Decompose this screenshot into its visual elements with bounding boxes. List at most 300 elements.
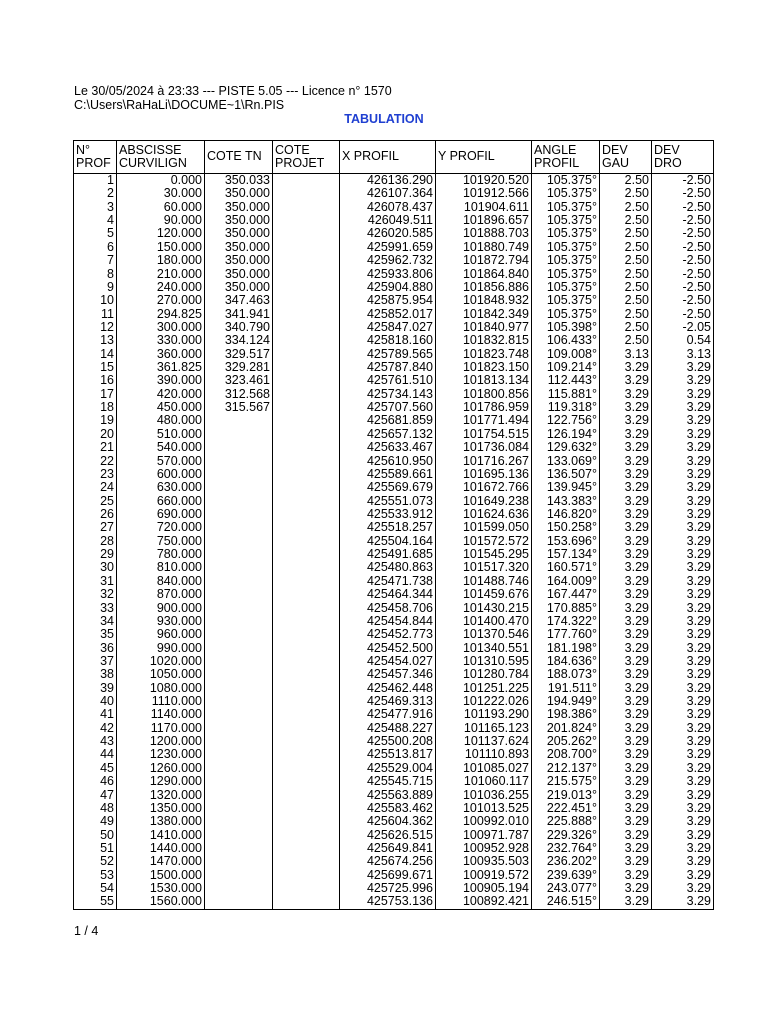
table-row bbox=[74, 268, 714, 281]
table-cell bbox=[273, 361, 340, 374]
column-header-label: COTE TN bbox=[207, 149, 262, 164]
table-cell: 3.29 bbox=[600, 882, 652, 895]
table-cell bbox=[273, 388, 340, 401]
table-row bbox=[74, 281, 714, 294]
table-cell: 450.000 bbox=[117, 401, 205, 414]
table-cell: 7 bbox=[74, 254, 117, 267]
table-cell: 3.29 bbox=[600, 695, 652, 708]
table-cell bbox=[273, 869, 340, 882]
table-cell: 3.29 bbox=[652, 775, 714, 788]
table-cell bbox=[273, 642, 340, 655]
table-cell: 101695.136 bbox=[436, 468, 532, 481]
table-cell: 350.000 bbox=[205, 201, 273, 214]
table-cell: 425847.027 bbox=[340, 321, 436, 334]
table-cell: 2.50 bbox=[600, 174, 652, 188]
table-cell bbox=[205, 748, 273, 761]
table-cell: 3.29 bbox=[600, 428, 652, 441]
table-cell: 1200.000 bbox=[117, 735, 205, 748]
table-row bbox=[74, 521, 714, 534]
table-cell bbox=[273, 682, 340, 695]
table-cell bbox=[205, 695, 273, 708]
table-cell: 425488.227 bbox=[340, 722, 436, 735]
table-cell: 43 bbox=[74, 735, 117, 748]
table-row bbox=[74, 748, 714, 761]
table-cell: 212.137° bbox=[532, 762, 600, 775]
table-cell: 47 bbox=[74, 789, 117, 802]
table-cell: 425852.017 bbox=[340, 308, 436, 321]
column-header-label: PROF bbox=[76, 156, 111, 170]
table-cell: 101430.215 bbox=[436, 602, 532, 615]
column-header-label: GAU bbox=[602, 156, 630, 170]
table-cell: 930.000 bbox=[117, 615, 205, 628]
table-row bbox=[74, 481, 714, 494]
table-cell bbox=[273, 201, 340, 214]
table-cell: 1440.000 bbox=[117, 842, 205, 855]
table-cell: 184.636° bbox=[532, 655, 600, 668]
table-cell: 201.824° bbox=[532, 722, 600, 735]
table-row bbox=[74, 561, 714, 574]
table-row bbox=[74, 842, 714, 855]
table-cell: 3.29 bbox=[600, 668, 652, 681]
table-row bbox=[74, 802, 714, 815]
table-row bbox=[74, 254, 714, 267]
table-cell: 40 bbox=[74, 695, 117, 708]
table-cell: 350.000 bbox=[205, 268, 273, 281]
table-cell: 425454.027 bbox=[340, 655, 436, 668]
table-cell: 2 bbox=[74, 187, 117, 200]
table-cell: -2.05 bbox=[652, 321, 714, 334]
table-cell: 243.077° bbox=[532, 882, 600, 895]
table-cell: 425563.889 bbox=[340, 789, 436, 802]
table-cell: 3.29 bbox=[600, 735, 652, 748]
table-cell: 3.29 bbox=[652, 628, 714, 641]
table-cell: 425761.510 bbox=[340, 374, 436, 387]
table-cell: 425707.560 bbox=[340, 401, 436, 414]
table-cell: 3.29 bbox=[652, 401, 714, 414]
column-header-label: COTE bbox=[275, 142, 310, 157]
table-cell bbox=[273, 855, 340, 868]
table-cell: 136.507° bbox=[532, 468, 600, 481]
table-cell: 28 bbox=[74, 535, 117, 548]
column-header-label: N° bbox=[76, 142, 91, 157]
table-cell: 347.463 bbox=[205, 294, 273, 307]
table-cell: -2.50 bbox=[652, 281, 714, 294]
table-cell: 3.29 bbox=[600, 748, 652, 761]
table-row bbox=[74, 361, 714, 374]
tabulation-table bbox=[73, 140, 714, 910]
table-cell: 11 bbox=[74, 308, 117, 321]
table-cell: 164.009° bbox=[532, 575, 600, 588]
table-row bbox=[74, 869, 714, 882]
table-cell: 3.29 bbox=[652, 642, 714, 655]
table-cell: 870.000 bbox=[117, 588, 205, 601]
table-cell bbox=[273, 455, 340, 468]
column-header-label: X PROFIL bbox=[342, 149, 399, 164]
page-number: 1 / 4 bbox=[74, 924, 99, 938]
table-cell bbox=[273, 508, 340, 521]
table-cell: 30 bbox=[74, 561, 117, 574]
table-cell: 329.517 bbox=[205, 348, 273, 361]
table-cell: 3.29 bbox=[652, 682, 714, 695]
table-cell: 3.29 bbox=[600, 441, 652, 454]
table-cell: 25 bbox=[74, 495, 117, 508]
table-cell: 630.000 bbox=[117, 481, 205, 494]
table-cell: 167.447° bbox=[532, 588, 600, 601]
table-cell bbox=[205, 815, 273, 828]
table-cell: 2.50 bbox=[600, 214, 652, 227]
table-cell: 2.50 bbox=[600, 281, 652, 294]
table-cell: 1350.000 bbox=[117, 802, 205, 815]
table-cell: 2.50 bbox=[600, 321, 652, 334]
table-cell bbox=[205, 655, 273, 668]
table-cell: 350.000 bbox=[205, 254, 273, 267]
table-cell: 350.000 bbox=[205, 241, 273, 254]
table-cell: 1410.000 bbox=[117, 829, 205, 842]
table-cell: 101823.748 bbox=[436, 348, 532, 361]
table-cell: 3.29 bbox=[652, 615, 714, 628]
table-cell bbox=[273, 895, 340, 909]
table-cell bbox=[205, 802, 273, 815]
table-cell: 350.000 bbox=[205, 187, 273, 200]
table-cell: 101736.084 bbox=[436, 441, 532, 454]
table-cell: 109.008° bbox=[532, 348, 600, 361]
table-cell bbox=[273, 254, 340, 267]
table-cell: -2.50 bbox=[652, 241, 714, 254]
table-cell: 133.069° bbox=[532, 455, 600, 468]
table-cell: 425626.515 bbox=[340, 829, 436, 842]
table-cell: 3.29 bbox=[600, 628, 652, 641]
table-cell: -2.50 bbox=[652, 187, 714, 200]
table-cell: 3.29 bbox=[652, 802, 714, 815]
table-cell: 2.50 bbox=[600, 294, 652, 307]
table-cell: -2.50 bbox=[652, 268, 714, 281]
table-cell: 106.433° bbox=[532, 334, 600, 347]
table-cell: 3.13 bbox=[652, 348, 714, 361]
table-cell: -2.50 bbox=[652, 294, 714, 307]
table-cell: 425725.996 bbox=[340, 882, 436, 895]
table-row bbox=[74, 374, 714, 387]
table-cell: 3.29 bbox=[600, 762, 652, 775]
table-cell: 101832.815 bbox=[436, 334, 532, 347]
table-cell: 101060.117 bbox=[436, 775, 532, 788]
table-cell: 425533.912 bbox=[340, 508, 436, 521]
table-cell bbox=[205, 535, 273, 548]
table-cell: 29 bbox=[74, 548, 117, 561]
table-cell bbox=[273, 695, 340, 708]
table-cell: 101800.856 bbox=[436, 388, 532, 401]
table-cell: 101599.050 bbox=[436, 521, 532, 534]
table-cell bbox=[205, 735, 273, 748]
table-cell: 3.29 bbox=[600, 655, 652, 668]
table-row bbox=[74, 642, 714, 655]
table-cell: 425674.256 bbox=[340, 855, 436, 868]
table-cell: 3.29 bbox=[652, 735, 714, 748]
table-cell: 105.375° bbox=[532, 294, 600, 307]
table-cell: 1530.000 bbox=[117, 882, 205, 895]
table-cell: 101912.566 bbox=[436, 187, 532, 200]
table-cell: 129.632° bbox=[532, 441, 600, 454]
table-cell: 600.000 bbox=[117, 468, 205, 481]
table-cell: 425649.841 bbox=[340, 842, 436, 855]
table-cell: 300.000 bbox=[117, 321, 205, 334]
table-row bbox=[74, 668, 714, 681]
table-cell: 101165.123 bbox=[436, 722, 532, 735]
table-cell: 3.29 bbox=[652, 829, 714, 842]
table-cell bbox=[205, 481, 273, 494]
table-cell: 101813.134 bbox=[436, 374, 532, 387]
table-cell: 425604.362 bbox=[340, 815, 436, 828]
table-cell: 334.124 bbox=[205, 334, 273, 347]
table-cell: 105.398° bbox=[532, 321, 600, 334]
table-cell: 157.134° bbox=[532, 548, 600, 561]
table-cell: -2.50 bbox=[652, 201, 714, 214]
table-cell: -2.50 bbox=[652, 308, 714, 321]
column-header bbox=[340, 141, 436, 174]
table-cell: 425500.208 bbox=[340, 735, 436, 748]
table-cell bbox=[205, 882, 273, 895]
table-cell: 100971.787 bbox=[436, 829, 532, 842]
table-cell: 425583.462 bbox=[340, 802, 436, 815]
table-cell: 312.568 bbox=[205, 388, 273, 401]
table-row bbox=[74, 762, 714, 775]
table-cell: 53 bbox=[74, 869, 117, 882]
table-cell bbox=[205, 615, 273, 628]
table-cell: 425787.840 bbox=[340, 361, 436, 374]
table-cell: 3.29 bbox=[600, 895, 652, 909]
table-cell: 180.000 bbox=[117, 254, 205, 267]
table-cell: 101920.520 bbox=[436, 174, 532, 188]
table-cell: 426078.437 bbox=[340, 201, 436, 214]
table-cell bbox=[273, 668, 340, 681]
table-cell: 100935.503 bbox=[436, 855, 532, 868]
table-cell bbox=[205, 789, 273, 802]
table-cell: 105.375° bbox=[532, 268, 600, 281]
table-cell: 3.29 bbox=[652, 561, 714, 574]
table-cell bbox=[273, 495, 340, 508]
table-cell: 101904.611 bbox=[436, 201, 532, 214]
table-cell: 3.29 bbox=[600, 561, 652, 574]
table-cell: 232.764° bbox=[532, 842, 600, 855]
table-cell bbox=[205, 468, 273, 481]
table-cell: 101842.349 bbox=[436, 308, 532, 321]
table-cell: 22 bbox=[74, 455, 117, 468]
table-cell: 426107.364 bbox=[340, 187, 436, 200]
table-cell: 3.29 bbox=[600, 361, 652, 374]
table-cell: 425458.706 bbox=[340, 602, 436, 615]
table-cell: 3.29 bbox=[600, 615, 652, 628]
table-cell: 215.575° bbox=[532, 775, 600, 788]
table-cell: 101754.515 bbox=[436, 428, 532, 441]
table-cell bbox=[273, 708, 340, 721]
table-row bbox=[74, 241, 714, 254]
table-cell: 900.000 bbox=[117, 602, 205, 615]
table-cell: 210.000 bbox=[117, 268, 205, 281]
table-cell: 105.375° bbox=[532, 174, 600, 188]
table-cell: 3.29 bbox=[652, 508, 714, 521]
table-cell: 19 bbox=[74, 414, 117, 427]
table-cell: 188.073° bbox=[532, 668, 600, 681]
table-cell: 3.29 bbox=[600, 829, 652, 842]
table-cell: 46 bbox=[74, 775, 117, 788]
table-cell: 426049.511 bbox=[340, 214, 436, 227]
table-cell: 1080.000 bbox=[117, 682, 205, 695]
table-cell: 350.033 bbox=[205, 174, 273, 188]
table-cell: 9 bbox=[74, 281, 117, 294]
table-row bbox=[74, 414, 714, 427]
table-cell: 350.000 bbox=[205, 214, 273, 227]
table-cell: 3.29 bbox=[600, 775, 652, 788]
table-row bbox=[74, 388, 714, 401]
table-cell: 3.29 bbox=[652, 428, 714, 441]
table-cell bbox=[205, 521, 273, 534]
table-cell: 5 bbox=[74, 227, 117, 240]
table-cell: 101888.703 bbox=[436, 227, 532, 240]
table-cell: 20 bbox=[74, 428, 117, 441]
table-cell: 16 bbox=[74, 374, 117, 387]
tabulation-table-container bbox=[73, 140, 711, 916]
table-cell: 3.29 bbox=[600, 468, 652, 481]
table-cell: 425991.659 bbox=[340, 241, 436, 254]
table-cell: 3.29 bbox=[652, 588, 714, 601]
table-cell bbox=[273, 174, 340, 188]
table-cell: 3.29 bbox=[652, 708, 714, 721]
table-cell: -2.50 bbox=[652, 227, 714, 240]
table-cell: 101771.494 bbox=[436, 414, 532, 427]
table-cell: 330.000 bbox=[117, 334, 205, 347]
table-cell: 101517.320 bbox=[436, 561, 532, 574]
table-cell bbox=[273, 281, 340, 294]
table-cell: 426020.585 bbox=[340, 227, 436, 240]
table-cell: 1110.000 bbox=[117, 695, 205, 708]
table-cell: 2.50 bbox=[600, 227, 652, 240]
table-cell: 3.29 bbox=[600, 842, 652, 855]
table-row bbox=[74, 815, 714, 828]
table-cell: 8 bbox=[74, 268, 117, 281]
table-cell bbox=[273, 468, 340, 481]
table-cell: 101864.840 bbox=[436, 268, 532, 281]
table-cell: 12 bbox=[74, 321, 117, 334]
table-cell: 425491.685 bbox=[340, 548, 436, 561]
table-cell: 425699.671 bbox=[340, 869, 436, 882]
column-header-label: DEV bbox=[654, 142, 680, 157]
table-cell: 3.29 bbox=[652, 882, 714, 895]
table-cell: 3.29 bbox=[600, 815, 652, 828]
table-cell: 3.29 bbox=[600, 722, 652, 735]
table-cell: 100952.928 bbox=[436, 842, 532, 855]
table-cell: 174.322° bbox=[532, 615, 600, 628]
table-cell bbox=[205, 602, 273, 615]
column-header bbox=[532, 141, 600, 174]
table-cell: 2.50 bbox=[600, 268, 652, 281]
table-cell: 3.29 bbox=[600, 481, 652, 494]
table-cell: 390.000 bbox=[117, 374, 205, 387]
table-cell: 3.29 bbox=[652, 668, 714, 681]
table-cell: 41 bbox=[74, 708, 117, 721]
table-cell: 109.214° bbox=[532, 361, 600, 374]
table-cell: 101545.295 bbox=[436, 548, 532, 561]
table-cell bbox=[205, 561, 273, 574]
table-cell: 105.375° bbox=[532, 281, 600, 294]
column-header-label: DEV bbox=[602, 142, 628, 157]
table-cell: 341.941 bbox=[205, 308, 273, 321]
table-cell: 3.29 bbox=[600, 508, 652, 521]
table-cell: 101716.267 bbox=[436, 455, 532, 468]
table-cell bbox=[273, 561, 340, 574]
table-cell: 3.29 bbox=[652, 361, 714, 374]
table-cell: 810.000 bbox=[117, 561, 205, 574]
table-cell: 14 bbox=[74, 348, 117, 361]
table-cell: 225.888° bbox=[532, 815, 600, 828]
table-cell: 425569.679 bbox=[340, 481, 436, 494]
table-cell: 425454.844 bbox=[340, 615, 436, 628]
table-cell bbox=[273, 414, 340, 427]
table-cell: 350.000 bbox=[205, 281, 273, 294]
table-cell: 27 bbox=[74, 521, 117, 534]
report-header-line: Le 30/05/2024 à 23:33 --- PISTE 5.05 --- Licence n° 1570 bbox=[74, 84, 392, 98]
table-cell: 3.29 bbox=[652, 548, 714, 561]
table-cell: 540.000 bbox=[117, 441, 205, 454]
table-cell: 1260.000 bbox=[117, 762, 205, 775]
table-cell bbox=[273, 815, 340, 828]
table-cell: 3.29 bbox=[652, 655, 714, 668]
table-row bbox=[74, 201, 714, 214]
table-cell: 146.820° bbox=[532, 508, 600, 521]
table-cell bbox=[273, 748, 340, 761]
table-cell: 52 bbox=[74, 855, 117, 868]
table-cell: 101310.595 bbox=[436, 655, 532, 668]
table-cell bbox=[205, 642, 273, 655]
table-cell: 3.29 bbox=[600, 548, 652, 561]
table-cell: 3.29 bbox=[652, 842, 714, 855]
table-cell: 426136.290 bbox=[340, 174, 436, 188]
table-cell: 425551.073 bbox=[340, 495, 436, 508]
table-cell: 1230.000 bbox=[117, 748, 205, 761]
table-cell: 960.000 bbox=[117, 628, 205, 641]
table-cell: 294.825 bbox=[117, 308, 205, 321]
table-cell: 115.881° bbox=[532, 388, 600, 401]
table-cell: 2.50 bbox=[600, 254, 652, 267]
table-row bbox=[74, 829, 714, 842]
column-header-label: PROFIL bbox=[534, 156, 580, 170]
table-cell bbox=[273, 268, 340, 281]
table-cell: 3.29 bbox=[652, 535, 714, 548]
table-cell: 105.375° bbox=[532, 214, 600, 227]
table-cell: 229.326° bbox=[532, 829, 600, 842]
table-row bbox=[74, 575, 714, 588]
table-row bbox=[74, 628, 714, 641]
table-cell bbox=[273, 829, 340, 842]
table-cell: 3.29 bbox=[600, 388, 652, 401]
table-cell: 101672.766 bbox=[436, 481, 532, 494]
table-cell: 17 bbox=[74, 388, 117, 401]
table-cell: 236.202° bbox=[532, 855, 600, 868]
table-cell: 425753.136 bbox=[340, 895, 436, 909]
table-cell: 101013.525 bbox=[436, 802, 532, 815]
table-cell: 990.000 bbox=[117, 642, 205, 655]
table-cell: 32 bbox=[74, 588, 117, 601]
table-row bbox=[74, 227, 714, 240]
table-cell: 3.29 bbox=[652, 869, 714, 882]
table-cell: 425933.806 bbox=[340, 268, 436, 281]
table-cell: 54 bbox=[74, 882, 117, 895]
table-cell: 425529.004 bbox=[340, 762, 436, 775]
table-cell: 3.29 bbox=[652, 468, 714, 481]
table-cell: 2.50 bbox=[600, 241, 652, 254]
table-cell: 239.639° bbox=[532, 869, 600, 882]
table-cell: 425471.738 bbox=[340, 575, 436, 588]
table-cell: 112.443° bbox=[532, 374, 600, 387]
table-cell: 101840.977 bbox=[436, 321, 532, 334]
